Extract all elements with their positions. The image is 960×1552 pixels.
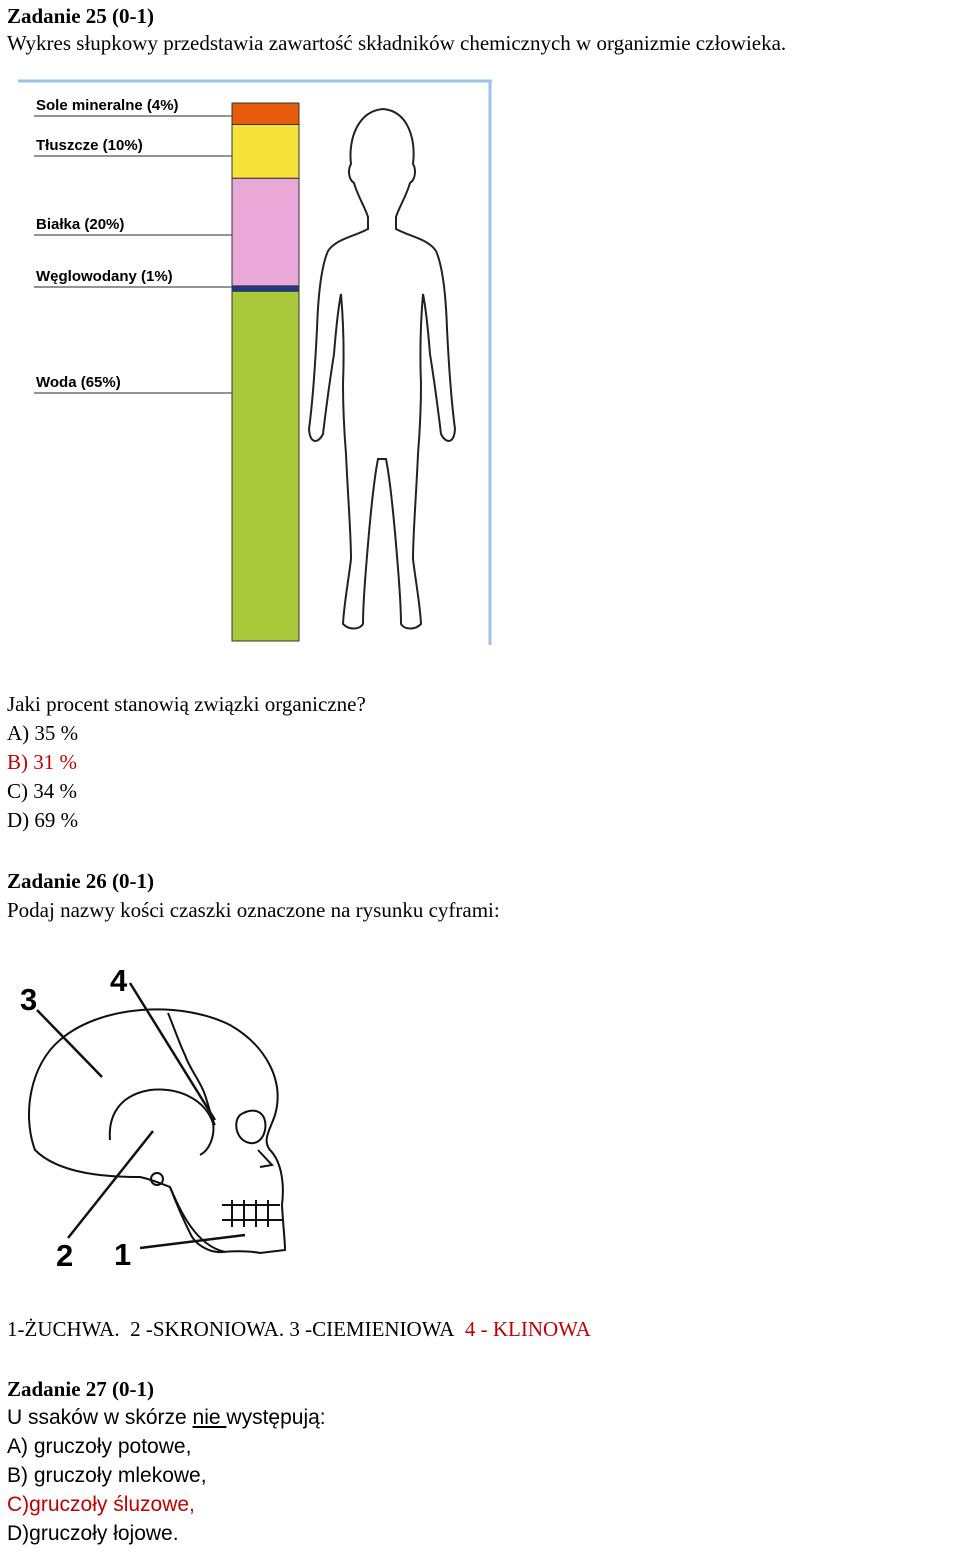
category-label-2: Białka (20%) — [36, 216, 125, 233]
chart-svg — [18, 79, 492, 645]
skull-label-4: 4 — [110, 963, 128, 998]
skull-icon — [0, 955, 320, 1275]
nasal-outline — [258, 1150, 272, 1167]
task27-prompt — [7, 1406, 326, 1430]
task25-option-a: A) 35 % — [7, 721, 79, 745]
task27-prompt-underlined: nie — [192, 1406, 227, 1429]
skull-label-2: 2 — [56, 1238, 74, 1273]
task27-title: Zadanie 27 (0-1) — [7, 1377, 154, 1401]
cranium-outline — [29, 1009, 285, 1253]
orbit-outline — [236, 1111, 265, 1144]
pointer-2 — [68, 1131, 153, 1238]
answer-3: 3 -CIEMIENIOWA — [289, 1317, 455, 1341]
category-label-1: Tłuszcze (10%) — [36, 137, 143, 154]
task26-title: Zadanie 26 (0-1) — [7, 869, 154, 893]
teeth-outline — [222, 1200, 282, 1227]
ear-canal — [151, 1173, 163, 1185]
task25-option-b: B) 31 % — [7, 750, 77, 774]
task25-title: Zadanie 25 (0-1) — [7, 4, 154, 28]
bar-segment-4 — [232, 291, 299, 641]
skull-figure — [0, 955, 320, 1275]
body-composition-chart — [18, 79, 492, 645]
pointer-4 — [130, 983, 215, 1120]
bar-segment-3 — [232, 286, 299, 291]
task26-prompt: Podaj nazwy kości czaszki oznaczone na rysunku cyframi: — [7, 898, 500, 922]
category-label-0: Sole mineralne (4%) — [36, 97, 179, 114]
task25-option-c: C) 34 % — [7, 779, 77, 803]
skull-label-3: 3 — [20, 982, 38, 1017]
stacked-bar — [232, 103, 299, 641]
answer-2: 2 -SKRONIOWA. — [130, 1317, 285, 1341]
task27-option-a: A) gruczoły potowe, — [7, 1435, 192, 1458]
category-label-3: Węglowodany (1%) — [36, 268, 173, 285]
task27-option-b: B) gruczoły mlekowe, — [7, 1464, 207, 1487]
task25-intro: Wykres słupkowy przedstawia zawartość składników chemicznych w organizmie człowieka. — [7, 31, 787, 55]
task27-option-c: C)gruczoły śluzowe, — [7, 1493, 195, 1516]
task25-option-d: D) 69 % — [7, 808, 79, 832]
answer-4: 4 - KLINOWA — [464, 1317, 591, 1341]
task27-prompt-after: występują: — [226, 1406, 326, 1429]
bar-segment-2 — [232, 178, 299, 286]
task27-option-d: D)gruczoły łojowe. — [7, 1522, 179, 1545]
bar-segment-1 — [232, 125, 299, 179]
task25-question: Jaki procent stanowią związki organiczne? — [7, 692, 366, 716]
skull-label-1: 1 — [114, 1237, 132, 1272]
bar-segment-0 — [232, 103, 299, 125]
task27-prompt-before: U ssaków w skórze — [7, 1406, 193, 1429]
task26-answer — [7, 1317, 591, 1342]
temporal-outline — [110, 1090, 214, 1155]
category-label-4: Woda (65%) — [36, 374, 121, 391]
answer-1: 1-ŻUCHWA. — [7, 1317, 120, 1341]
